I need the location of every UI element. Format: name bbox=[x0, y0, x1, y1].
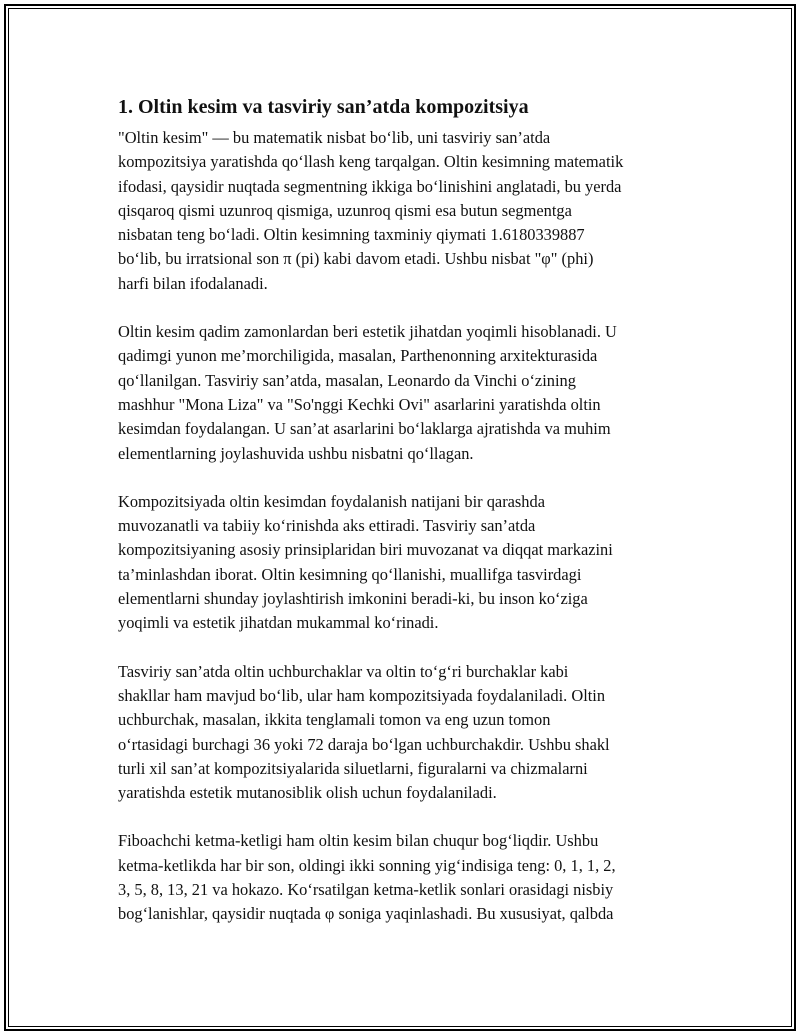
paragraph-line: Kompozitsiyada oltin kesimdan foydalanish natijani bir qarashda bbox=[118, 491, 545, 511]
paragraph-line: kesimdan foydalangan. U san’at asarlarini bo‘laklarga ajratishda va muhim bbox=[118, 419, 611, 439]
paragraph-line: turli xil san’at kompozitsiyalarida siluetlarni, figuralarni va chizmalarni bbox=[118, 758, 588, 778]
paragraph-line: elementlarning joylashuvida ushbu nisbatni qo‘llagan. bbox=[118, 443, 474, 463]
document-body bbox=[118, 94, 698, 951]
paragraph-line: kompozitsiya yaratishda qo‘llash keng tarqalgan. Oltin kesimning matematik bbox=[118, 152, 624, 172]
paragraph-line: o‘rtasidagi burchagi 36 yoki 72 daraja bo‘lgan uchburchakdir. Ushbu shakl bbox=[118, 734, 610, 754]
paragraph-line: shakllar ham mavjud bo‘lib, ular ham kompozitsiyada foydalaniladi. Oltin bbox=[118, 685, 606, 705]
paragraph-line: qisqaroq qismi uzunroq qismiga, uzunroq qismi esa butun segmentga bbox=[118, 200, 572, 220]
paragraph-line: qo‘llanilgan. Tasviriy san’atda, masalan, Leonardo da Vinchi o‘zining bbox=[118, 370, 576, 390]
paragraph-line: ifodasi, qaysidir nuqtada segmentning ikkiga bo‘linishini anglatadi, bu yerda bbox=[118, 176, 622, 196]
paragraph-line: harfi bilan ifodalanadi. bbox=[118, 273, 268, 293]
section-heading: 1. Oltin kesim va tasviriy san’atda kompozitsiya bbox=[118, 96, 529, 118]
paragraph-line: "Oltin kesim" — bu matematik nisbat bo‘lib, uni tasviriy san’atda bbox=[118, 128, 551, 147]
paragraph-line: ketma-ketlikda har bir son, oldingi ikki sonning yig‘indisiga teng: 0, 1, 1, 2, bbox=[118, 855, 616, 875]
paragraph-line: bog‘lanishlar, qaysidir nuqtada φ soniga yaqinlashadi. Bu xususiyat, qalbda bbox=[118, 904, 614, 924]
paragraph-line: qadimgi yunon me’morchiligida, masalan, Parthenonning arxitekturasida bbox=[118, 346, 598, 366]
page-frame bbox=[4, 4, 796, 1031]
paragraph-line: kompozitsiyaning asosiy prinsiplaridan biri muvozanat va diqqat markazini bbox=[118, 540, 613, 560]
paragraph-line: mashhur "Mona Liza" va "So'nggi Kechki Ovi" asarlarini yaratishda oltin bbox=[118, 394, 601, 414]
paragraph-line: muvozanatli va tabiiy ko‘rinishda aks ettiradi. Tasviriy san’atda bbox=[118, 516, 536, 536]
paragraph-2 bbox=[118, 320, 698, 466]
paragraph-line: bo‘lib, bu irratsional son π (pi) kabi davom etadi. Ushbu nisbat "φ" (phi) bbox=[118, 249, 594, 269]
paragraph-line: Oltin kesim qadim zamonlardan beri estetik jihatdan yoqimli hisoblanadi. U bbox=[118, 322, 617, 342]
paragraph-line: uchburchak, masalan, ikkita tenglamali tomon va eng uzun tomon bbox=[118, 710, 551, 730]
paragraph-3 bbox=[118, 490, 698, 636]
paragraph-line: ta’minlashdan iborat. Oltin kesimning qo‘llanishi, muallifga tasvirdagi bbox=[118, 564, 582, 584]
paragraph-4 bbox=[118, 660, 698, 806]
paragraph-line: nisbatan teng bo‘ladi. Oltin kesimning taxminiy qiymati 1.6180339887 bbox=[118, 225, 585, 245]
paragraph-5 bbox=[118, 829, 698, 926]
paragraph-line: yoqimli va estetik jihatdan mukammal ko‘rinadi. bbox=[118, 613, 439, 633]
paragraph-1 bbox=[118, 126, 698, 296]
paragraph-line: Fiboachchi ketma-ketligi ham oltin kesim bilan chuqur bog‘liqdir. Ushbu bbox=[118, 831, 599, 851]
paragraph-line: Tasviriy san’atda oltin uchburchaklar va oltin to‘g‘ri burchaklar kabi bbox=[118, 661, 569, 681]
paragraph-line: 3, 5, 8, 13, 21 va hokazo. Ko‘rsatilgan ketma-ketlik sonlari orasidagi nisbiy bbox=[118, 880, 614, 900]
paragraph-line: elementlarni shunday joylashtirish imkonini beradi-ki, bu inson ko‘ziga bbox=[118, 589, 588, 609]
paragraph-line: yaratishda estetik mutanosiblik olish uchun foydalaniladi. bbox=[118, 783, 497, 803]
